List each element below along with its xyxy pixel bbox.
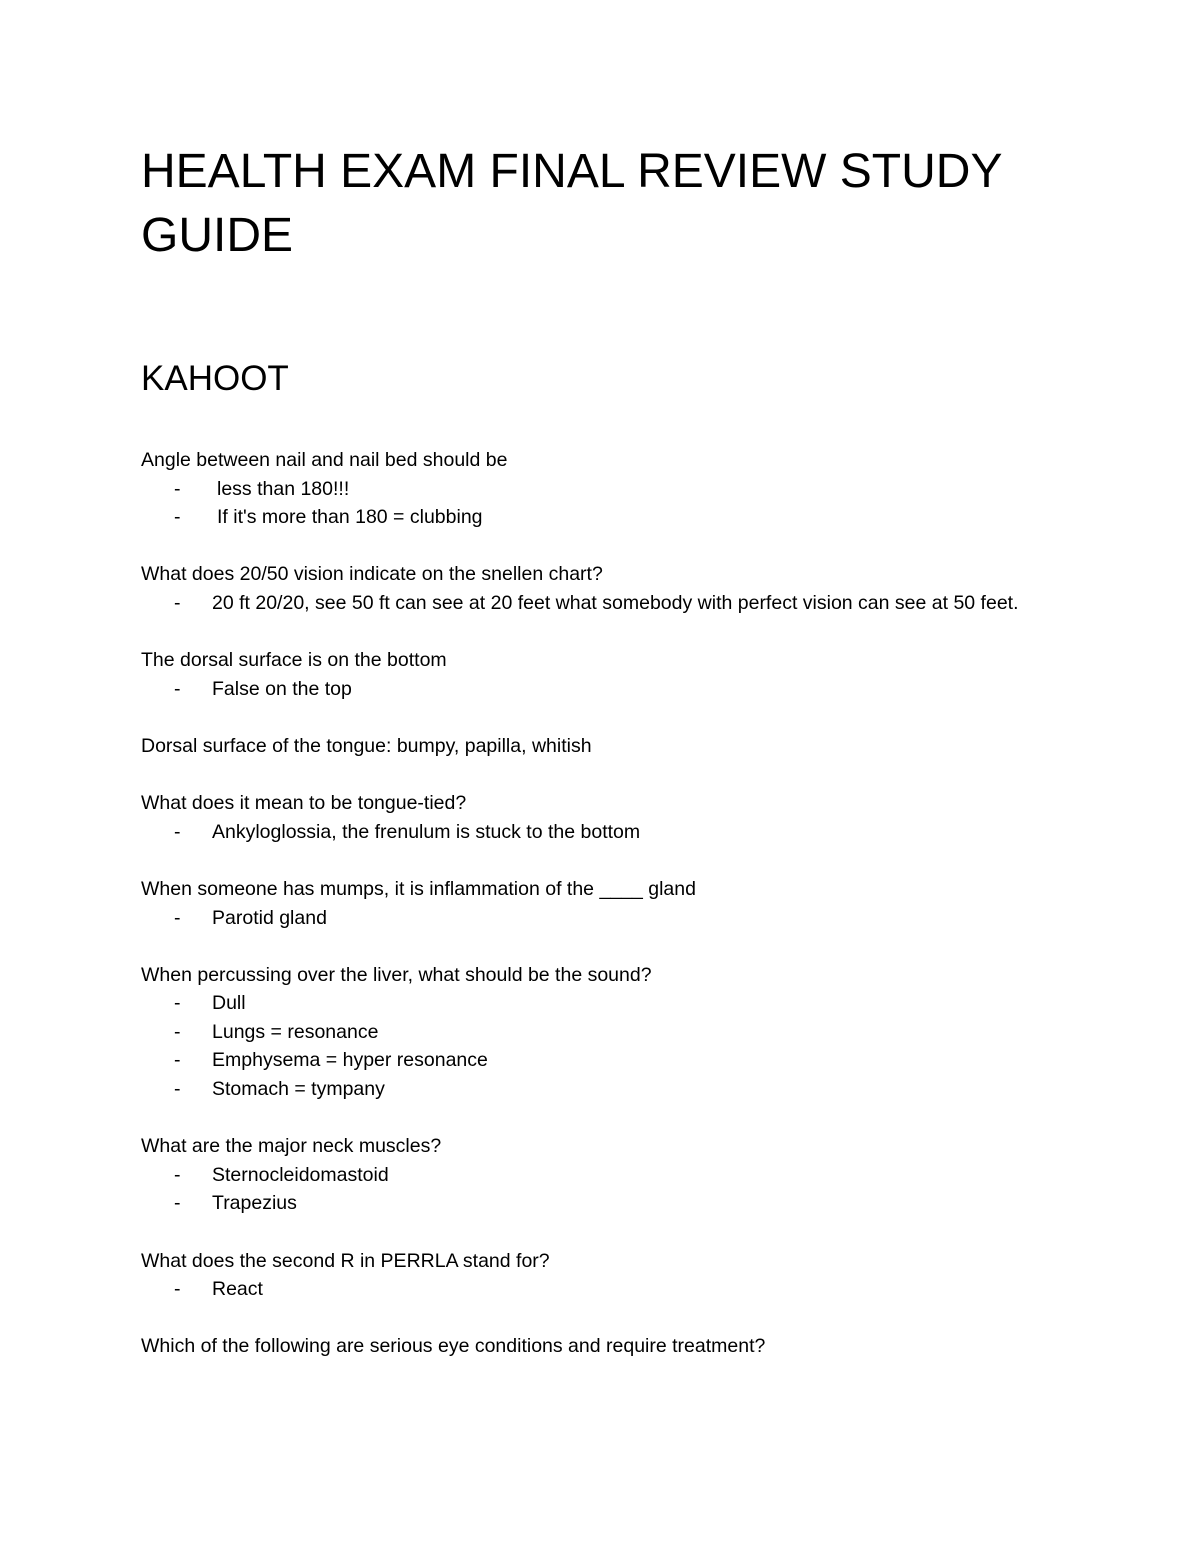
document-page xyxy=(141,140,1071,1358)
qa-block xyxy=(141,446,1071,532)
bullet-dash: - xyxy=(174,820,181,843)
answer-item xyxy=(141,1018,1071,1047)
answer-item xyxy=(141,503,1071,532)
qa-block xyxy=(141,875,1071,932)
question-text: Dorsal surface of the tongue: bumpy, papilla, whitish xyxy=(141,734,592,757)
question-text: What does 20/50 vision indicate on the snellen chart? xyxy=(141,563,603,586)
question-text: What does it mean to be tongue-tied? xyxy=(141,792,467,815)
answer-text: Parotid gland xyxy=(212,906,327,929)
qa-block xyxy=(141,732,1071,761)
answer-list xyxy=(141,989,1071,1103)
bullet-dash: - xyxy=(174,1049,181,1072)
bullet-dash: - xyxy=(174,677,181,700)
answer-text: less than 180!!! xyxy=(217,477,350,500)
qa-block xyxy=(141,961,1071,1104)
bullet-dash: - xyxy=(174,906,181,929)
answer-item xyxy=(141,675,1071,704)
answer-item xyxy=(141,1046,1071,1075)
bullet-dash: - xyxy=(174,1020,181,1043)
answer-list xyxy=(141,589,1071,618)
answer-item xyxy=(141,1275,1071,1304)
answer-item xyxy=(141,475,1071,504)
answer-item xyxy=(141,1075,1071,1104)
qa-block xyxy=(141,646,1071,703)
bullet-dash: - xyxy=(174,477,181,500)
answer-list xyxy=(141,475,1071,532)
answer-item xyxy=(141,1161,1071,1190)
bullet-dash: - xyxy=(174,1192,181,1215)
question-text: Which of the following are serious eye conditions and require treatment? xyxy=(141,1335,766,1358)
answer-text: Ankyloglossia, the frenulum is stuck to the bottom xyxy=(212,820,641,843)
bullet-dash: - xyxy=(174,591,181,614)
answer-text: Emphysema = hyper resonance xyxy=(212,1049,488,1072)
bullet-dash: - xyxy=(174,992,181,1015)
qa-block xyxy=(141,1247,1071,1304)
question-text: What does the second R in PERRLA stand for? xyxy=(141,1249,550,1272)
document-title: HEALTH EXAM FINAL REVIEW STUDY GUIDE xyxy=(141,145,1002,262)
answer-list xyxy=(141,904,1071,933)
answer-item xyxy=(141,989,1071,1018)
section-heading: KAHOOT xyxy=(141,359,289,398)
answer-list xyxy=(141,1161,1071,1218)
qa-block xyxy=(141,1332,1071,1361)
answer-text: False on the top xyxy=(212,677,352,700)
answer-item xyxy=(141,589,1071,618)
answer-text: 20 ft 20/20, see 50 ft can see at 20 feet what somebody with perfect vision can see at 50 feet. xyxy=(212,591,1019,614)
answer-text: If it's more than 180 = clubbing xyxy=(217,506,483,529)
qa-block xyxy=(141,789,1071,846)
answer-list xyxy=(141,1275,1071,1304)
answer-text: Stomach = tympany xyxy=(212,1078,385,1101)
question-text: The dorsal surface is on the bottom xyxy=(141,649,447,672)
answer-text: Lungs = resonance xyxy=(212,1020,379,1043)
answer-text: Trapezius xyxy=(212,1192,297,1215)
bullet-dash: - xyxy=(174,506,181,529)
study-guide-content xyxy=(141,446,1071,1390)
question-text: When someone has mumps, it is inflammation of the ____ gland xyxy=(141,877,696,900)
question-text: What are the major neck muscles? xyxy=(141,1135,442,1158)
bullet-dash: - xyxy=(174,1078,181,1101)
answer-text: React xyxy=(212,1278,263,1301)
answer-item xyxy=(141,1189,1071,1218)
bullet-dash: - xyxy=(174,1163,181,1186)
answer-text: Dull xyxy=(212,992,246,1015)
answer-text: Sternocleidomastoid xyxy=(212,1163,389,1186)
answer-list xyxy=(141,675,1071,704)
answer-item xyxy=(141,818,1071,847)
answer-item xyxy=(141,904,1071,933)
bullet-dash: - xyxy=(174,1278,181,1301)
qa-block xyxy=(141,560,1071,617)
qa-block xyxy=(141,1132,1071,1218)
question-text: When percussing over the liver, what should be the sound? xyxy=(141,963,652,986)
answer-list xyxy=(141,818,1071,847)
question-text: Angle between nail and nail bed should be xyxy=(141,449,508,471)
